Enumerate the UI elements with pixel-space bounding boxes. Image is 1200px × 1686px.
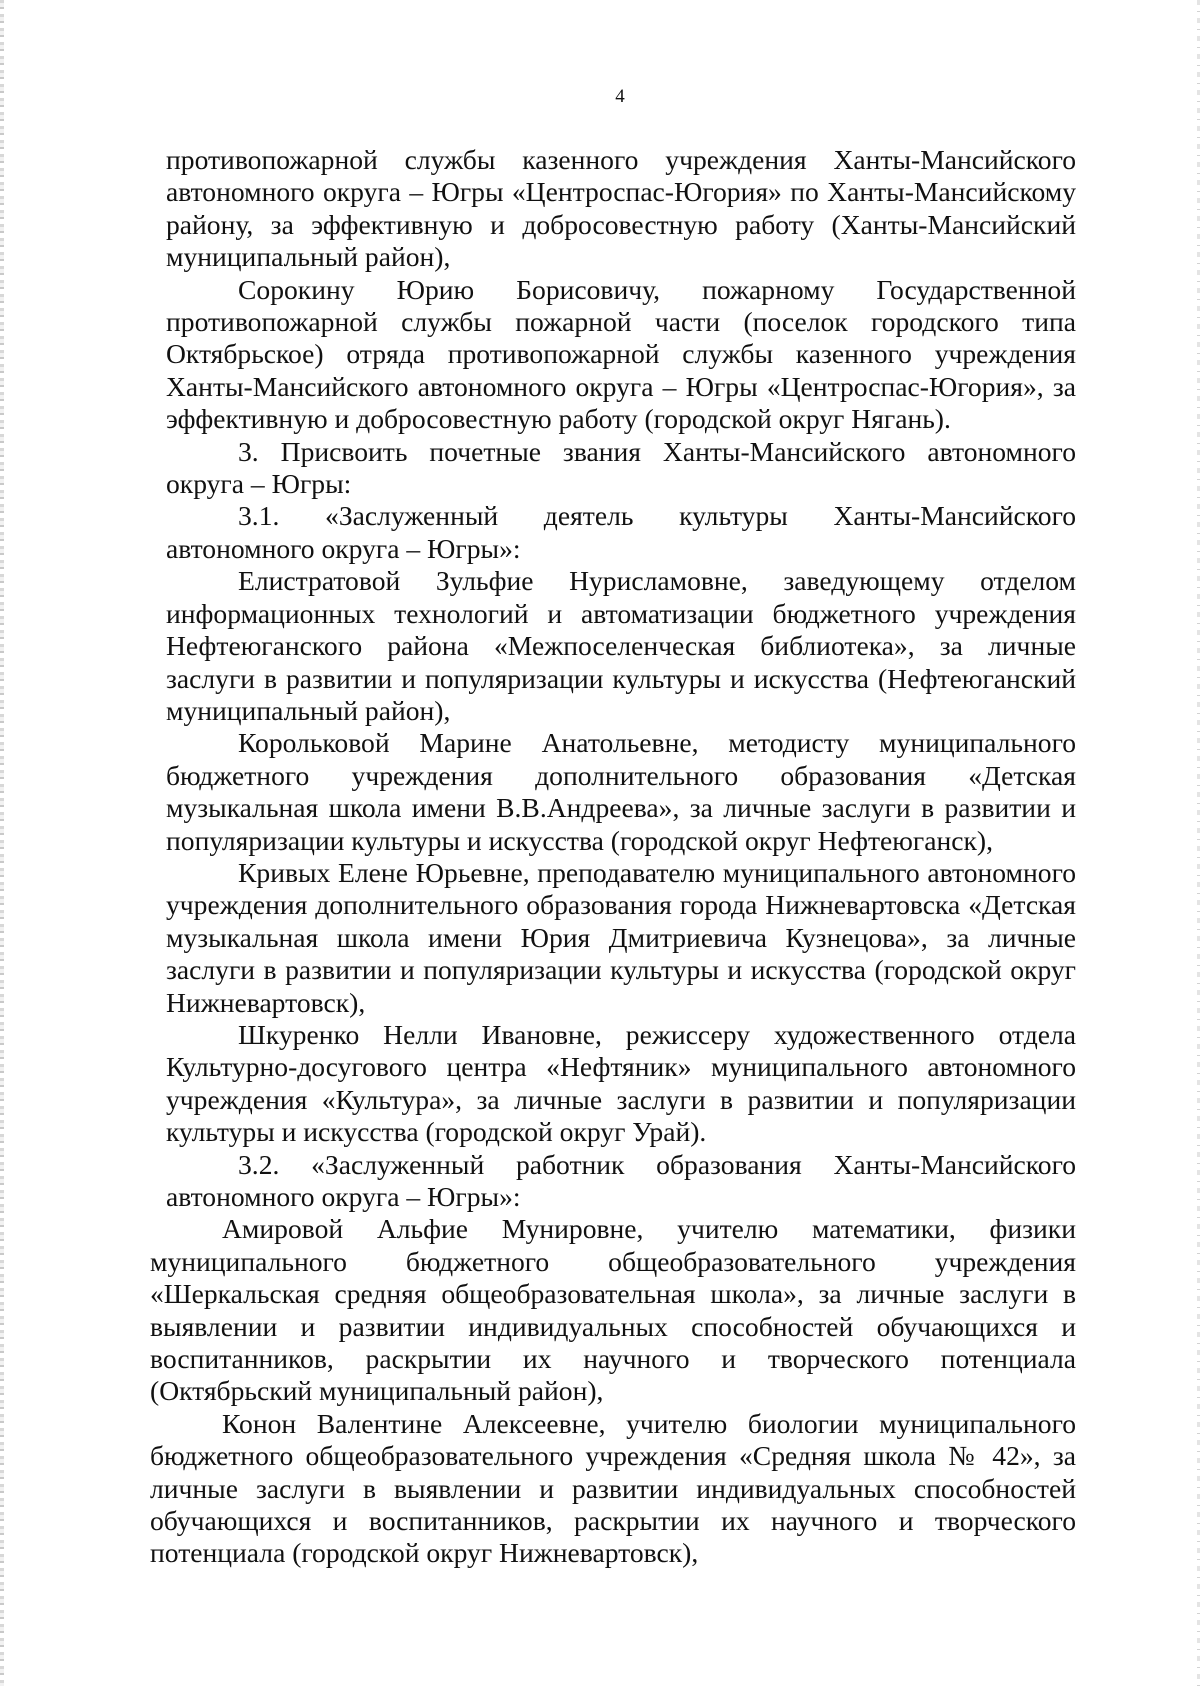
- paragraph-korolkova: Корольковой Марине Анатольевне, методисту муниципального бюджетного учреждения дополнительного образования «Детская музыкальная школа имени В.В.Андреева», за личные заслуги в развитии и популяризации культуры и искусства (городской округ Нефтеюганск),: [166, 727, 1076, 856]
- paragraph-continuation: противопожарной службы казенного учреждения Ханты-Мансийского автономного округа – Югры «Центроспас-Югория» по Ханты-Мансийскому району, за эффективную и добросовестную работу (Ханты-Мансийский муниципальный район),: [166, 144, 1076, 273]
- paragraph-amirova: Амировой Альфие Мунировне, учителю математики, физики муниципального бюджетного общеобразовательного учреждения «Шеркальская средняя общеобразовательная школа», за личные заслуги в выявлении и развитии индивидуальных способностей обучающихся и воспитанников, раскрытии их научного и творческого потенциала (Октябрьский муниципальный район),: [150, 1213, 1076, 1407]
- document-body: [150, 144, 1076, 1570]
- paragraph-konon: Конон Валентине Алексеевне, учителю биологии муниципального бюджетного общеобразовательного учреждения «Средняя школа № 42», за личные заслуги в выявлении и развитии индивидуальных способностей обучающихся и воспитанников, раскрытии их научного и творческого потенциала (городской округ Нижневартовск),: [150, 1407, 1076, 1569]
- paragraph-sorokin: Сорокину Юрию Борисовичу, пожарному Государственной противопожарной службы пожарной части (поселок городского типа Октябрьское) отряда противопожарной службы казенного учреждения Ханты-Мансийского автономного округа – Югры «Центроспас-Югория», за эффективную и добросовестную работу (городской округ Нягань).: [166, 273, 1076, 435]
- paragraph-section-3-2: 3.2. «Заслуженный работник образования Ханты-Мансийского автономного округа – Югры»:: [166, 1148, 1076, 1212]
- paragraph-shkurenko: Шкуренко Нелли Ивановне, режиссеру художественного отдела Культурно-досугового центра «Нефтяник» муниципального автономного учреждения «Культура», за личные заслуги в развитии и популяризации культуры и искусства (городской округ Урай).: [166, 1018, 1076, 1148]
- scan-edge-left: [0, 0, 4, 1686]
- paragraph-section-3: 3. Присвоить почетные звания Ханты-Мансийского автономного округа – Югры:: [166, 435, 1076, 500]
- paragraph-krivykh: Кривых Елене Юрьевне, преподавателю муниципального автономного учреждения дополнительного образования города Нижневартовска «Детская музыкальная школа имени Юрия Дмитриевича Кузнецова», за личные заслуги в развитии и популяризации культуры и искусства (городской округ Нижневартовск),: [166, 856, 1076, 1018]
- paragraph-elistratova: Елистратовой Зульфие Нурисламовне, заведующему отделом информационных технологий и автоматизации бюджетного учреждения Нефтеюганского района «Межпоселенческая библиотека», за личные заслуги в развитии и популяризации культуры и искусства (Нефтеюганский муниципальный район),: [166, 565, 1076, 726]
- paragraph-section-3-1: 3.1. «Заслуженный деятель культуры Ханты-Мансийского автономного округа – Югры»:: [166, 500, 1076, 564]
- page-number: 4: [615, 86, 625, 107]
